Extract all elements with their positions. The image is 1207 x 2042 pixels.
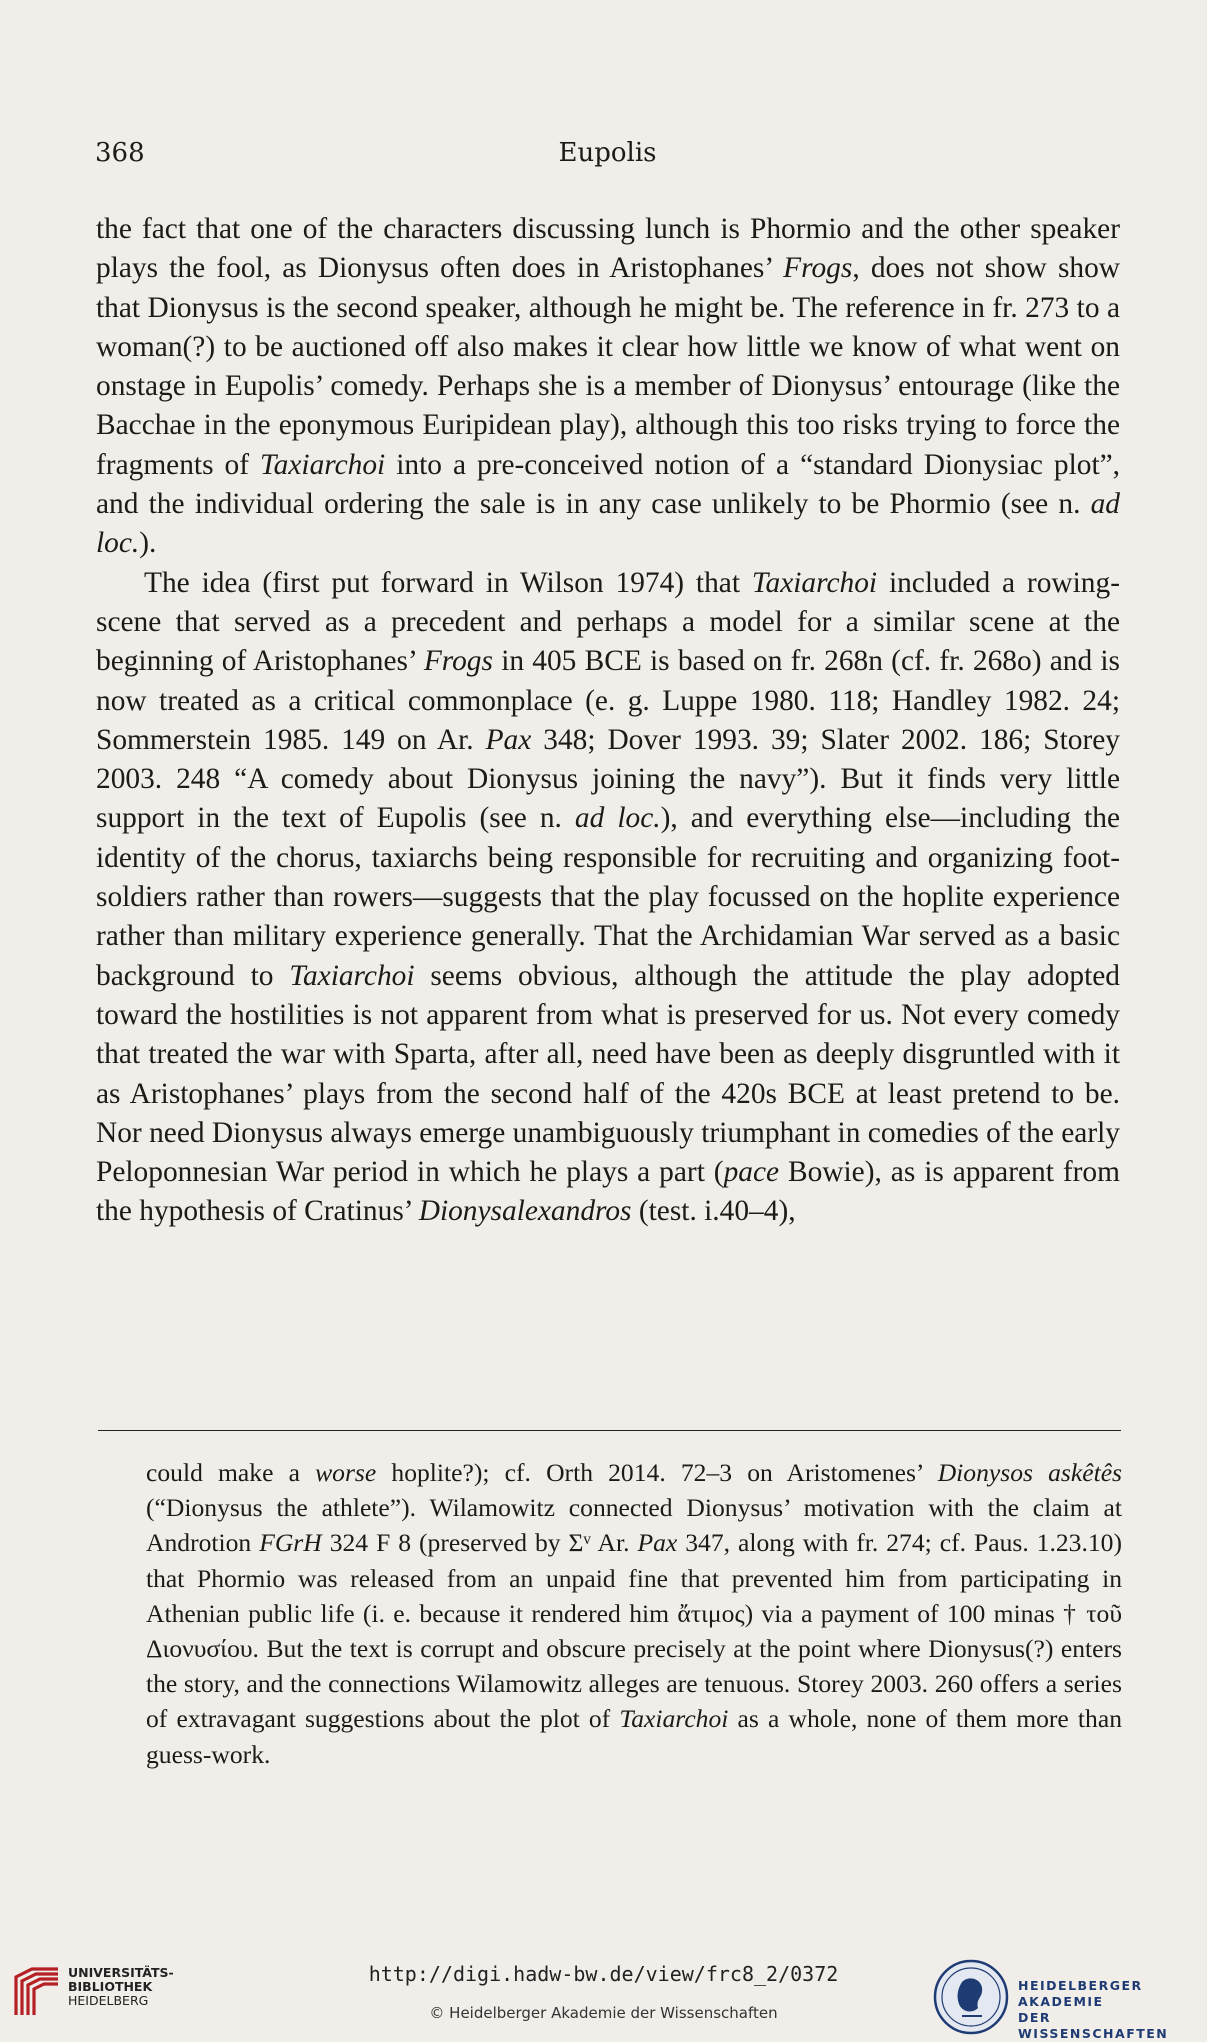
italic-text: Pax xyxy=(485,723,532,756)
italic-text: FGrH xyxy=(259,1528,322,1558)
text-run: included a rowing-scene that served as a precedent and perhaps a model for a similar scene at the beginning of Aristophanes’ xyxy=(96,566,1120,678)
academy-name: HEIDELBERGER AKADEMIE DER WISSENSCHAFTEN xyxy=(1018,1978,1169,2041)
footnote-text xyxy=(146,1455,1122,1772)
text-run: 347, along with fr. 274; cf. Paus. 1.23.10) that Phormio was released from an unpaid fine that prevented him from participating in Athenian public life (i. e. because it rendered him ἄτιμος) via a payment of 100 minas † τοῦ Διονυσίου. But the text is corrupt and obscure precisely at the point where Dionysus(?) enters the story, and the connections Wilamowitz alleges are tenuous. Storey 2003. 260 offers a series of extravagant suggestions about the plot of xyxy=(146,1528,1122,1734)
italic-text: Taxiarchoi xyxy=(289,959,415,992)
text-run: as a whole, none of them more than guess-work. xyxy=(146,1704,1122,1769)
text-run: seems obvious, although the attitude the play adopted toward the hostilities is not apparent from what is preserved for us. Not every comedy that treated the war with Sparta, after all, need have been as deeply disgruntled with it as Aristophanes’ plays from the second half of the 420s BCE at least pretend to be. Nor need Dionysus always emerge unambiguously triumphant in comedies of the early Peloponnesian War period in which he plays a part ( xyxy=(96,959,1120,1189)
italic-text: worse xyxy=(315,1458,377,1487)
italic-text: pace xyxy=(723,1156,780,1189)
text-run: The idea (first put forward in Wilson 1974) that xyxy=(144,566,752,599)
running-head xyxy=(95,138,1120,178)
copyright-notice: © Heidelberger Akademie der Wissenschaften xyxy=(429,2004,778,2022)
italic-text: Frogs xyxy=(783,252,853,285)
text-run: into a pre-conceived notion of a “standard Dionysiac plot”, and the individual ordering the sale is in any case unlikely to be Phormio (see n. xyxy=(96,448,1120,521)
text-run: Bowie), as is apparent from the hypothesis of Cratinus’ xyxy=(96,1156,1120,1228)
italic-text: Pax xyxy=(637,1528,678,1558)
text-run: , does not show show that Dionysus is the second speaker, although he might be. The reference in fr. 273 to a woman(?) to be auctioned off also makes it clear how little we know of what went on onstage in Eupolis’ comedy. Perhaps she is a member of Dionysus’ entourage (like the Bacchae in the eponymous Euripidean play), although this too risks trying to force the fragments of xyxy=(96,252,1120,481)
text-run: in 405 BCE is based on fr. 268n (cf. fr. 268o) and is now treated as a critical commonplace (e. g. Luppe 1980. 118; Handley 1982. 24; Sommerstein 1985. 149 on Ar. xyxy=(96,645,1120,756)
text-run: (test. i.40–4), xyxy=(631,1195,796,1228)
italic-text: Taxiarchoi xyxy=(260,448,386,481)
italic-text: Taxiarchoi xyxy=(619,1704,729,1734)
text-run: could make a xyxy=(146,1458,316,1487)
footnote-divider xyxy=(98,1430,1121,1431)
paragraph-2 xyxy=(96,564,1120,1232)
italic-text: ad loc. xyxy=(574,802,661,835)
text-run: (“Dionysus the athlete”). Wilamowitz connected Dionysus’ motivation with the claim at Androtion xyxy=(146,1493,1122,1558)
permalink-url[interactable]: http://digi.hadw-bw.de/view/frc8_2/0372 xyxy=(368,1962,839,1986)
paragraph-1 xyxy=(96,210,1120,564)
italic-text: Frogs xyxy=(423,645,493,678)
italic-text: ad loc. xyxy=(96,488,1120,560)
text-run: ). xyxy=(139,527,157,560)
academy-seal-icon xyxy=(932,1958,1010,2036)
main-text xyxy=(96,210,1120,1232)
digitization-footer xyxy=(0,1948,1207,2041)
italic-text: Taxiarchoi xyxy=(751,566,878,599)
library-name: UNIVERSITÄTS- BIBLIOTHEK HEIDELBERG xyxy=(68,1965,174,2008)
text-run: the fact that one of the characters discussing lunch is Phormio and the other speaker plays the fool, as Dionysus often does in Aristophanes’ xyxy=(96,213,1120,285)
text-run: hoplite?); cf. Orth 2014. 72–3 on Aristomenes’ xyxy=(376,1458,938,1487)
text-run: ), and everything else—including the identity of the chorus, taxiarchs being responsible for recruiting and organizing foot-soldiers rather than rowers—suggests that the play focussed on the hoplite experience rather than military experience generally. That the Archidamian War served as a basic background to xyxy=(96,802,1120,992)
running-title: Eupolis xyxy=(558,138,657,168)
italic-text: Dionysalexandros xyxy=(418,1195,632,1228)
text-run: 324 F 8 (preserved by Σᵛ Ar. xyxy=(321,1528,638,1558)
italic-text: Dionysos askêtês xyxy=(937,1458,1123,1487)
text-run: 348; Dover 1993. 39; Slater 2002. 186; Storey 2003. 248 “A comedy about Dionysus joining the navy”). But it finds very little support in the text of Eupolis (see n. xyxy=(96,723,1120,835)
page-number: 368 xyxy=(95,138,145,168)
